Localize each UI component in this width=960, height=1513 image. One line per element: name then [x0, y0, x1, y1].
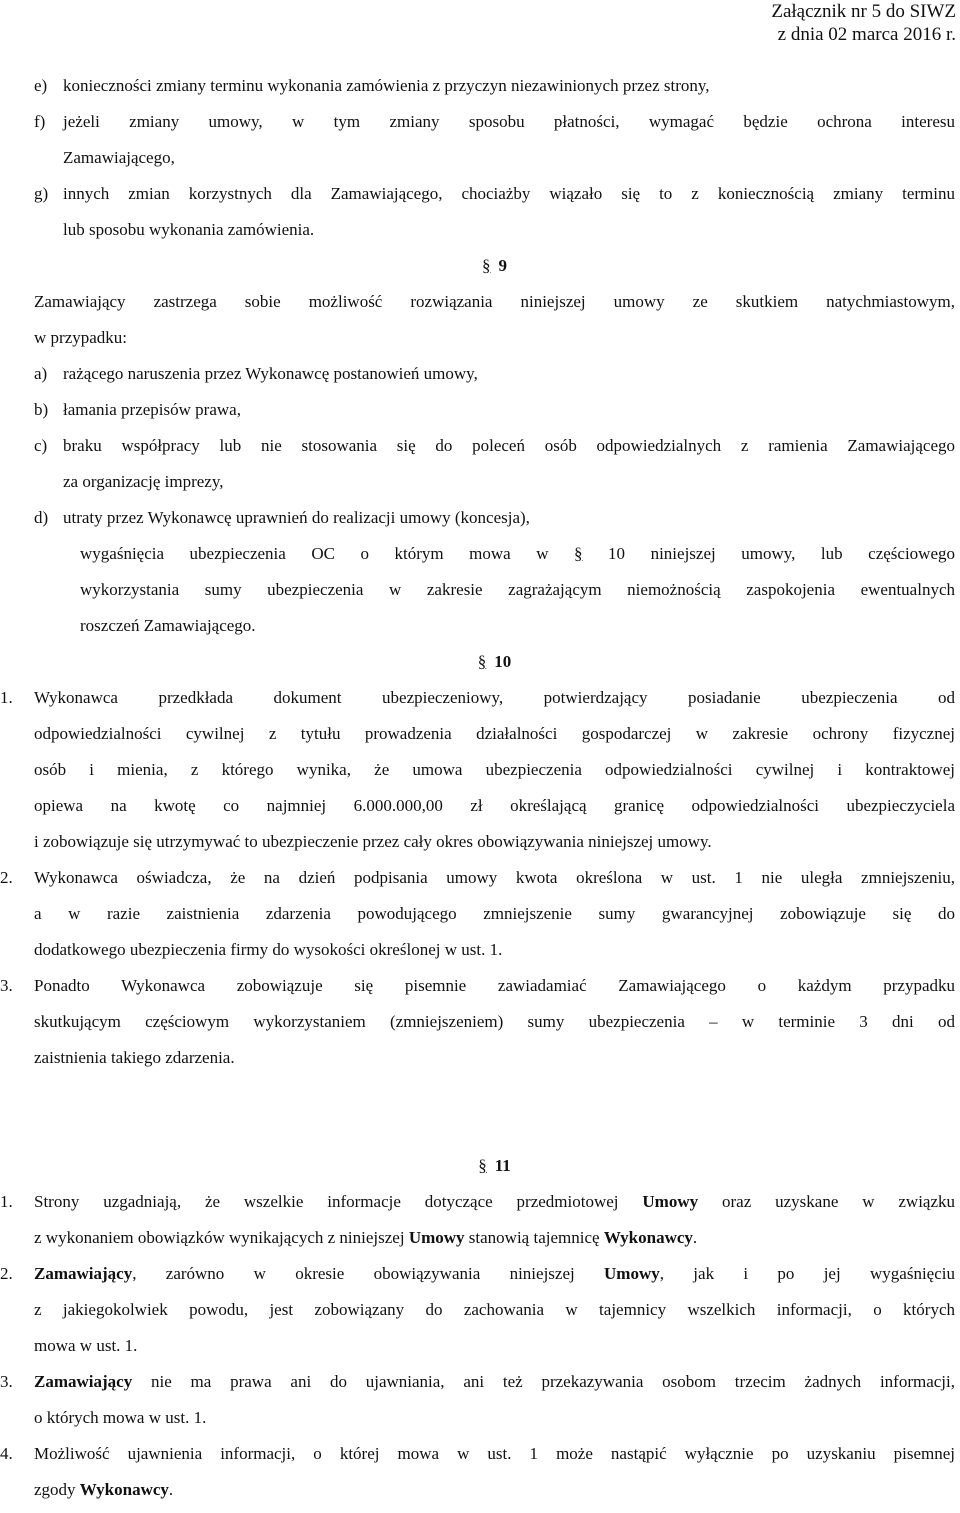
numbered-item-text: dodatkowego ubezpieczenia firmy do wysokości określonej w ust. 1. [34, 940, 503, 959]
section-number: 11 [494, 1156, 511, 1175]
numbered-item [0, 968, 955, 1076]
numbered-item-text: zgody Wykonawcy. [34, 1480, 174, 1499]
list-item [34, 104, 955, 176]
numbered-item-text: mowa w ust. 1. [34, 1336, 138, 1355]
numbered-item-text: opiewa na kwotę co najmniej 6.000.000,00 zł określającą granicę odpowiedzialności ubezpieczyciela [34, 796, 955, 815]
item-number: 2. [0, 1264, 13, 1283]
numbered-item-text: 4. Możliwość ujawnienia informacji, o której mowa w ust. 1 może nastąpić wyłącznie po uzyskaniu pisemnej [34, 1436, 955, 1472]
numbered-item [0, 1184, 956, 1256]
item-number: 2. [0, 868, 13, 887]
item-number: 1. [0, 1192, 13, 1211]
amendment-list [34, 68, 955, 248]
list-item-label: g) [34, 184, 49, 203]
list-item-text: Zamawiającego, [63, 148, 175, 167]
confidentiality-list [0, 1184, 956, 1508]
attachment-label: Załącznik nr 5 do SIWZ [771, 1, 956, 22]
section-heading-9 [34, 248, 955, 284]
numbered-item [0, 860, 955, 968]
numbered-item-text: 2. Wykonawca oświadcza, że na dzień podpisania umowy kwota określona w ust. 1 nie uległa zmniejszeniu, [34, 860, 955, 896]
section-symbol: § [478, 1156, 487, 1175]
item-number: 3. [0, 1372, 13, 1391]
numbered-item-text: o których mowa w ust. 1. [34, 1408, 207, 1427]
list-item [34, 356, 955, 392]
numbered-item-text: osób i mienia, z którego wynika, że umowa ubezpieczenia odpowiedzialności cywilnej i kontraktowej [34, 760, 955, 779]
insurance-list [0, 680, 955, 1076]
list-item-label: c) [34, 436, 48, 455]
numbered-item-text: zaistnienia takiego zdarzenia. [34, 1048, 235, 1067]
numbered-item-text: 3. Ponadto Wykonawca zobowiązuje się pisemnie zawiadamiać Zamawiającego o każdym przypadku [34, 968, 955, 1004]
item-number: 4. [0, 1444, 13, 1463]
list-item-label: b) [34, 400, 49, 419]
list-item-label: d) [34, 508, 49, 527]
numbered-item-text: 3. Zamawiający nie ma prawa ani do ujawniania, ani też przekazywania osobom trzecim żadnych informacji, [34, 1364, 955, 1400]
section-number: 10 [494, 652, 512, 671]
numbered-item-text: 1. Strony uzgadniają, że wszelkie informacje dotyczące przedmiotowej Umowy oraz uzyskane w związku [34, 1184, 955, 1220]
list-item [34, 500, 955, 536]
item-number: 3. [0, 976, 13, 995]
section-number: 9 [498, 256, 507, 275]
numbered-item-text: skutkującym częściowym wykorzystaniem (zmniejszeniem) sumy ubezpieczenia – w terminie 3 dni od [34, 1012, 955, 1031]
list-item-label: f) [34, 112, 46, 131]
numbered-item [0, 680, 955, 860]
attachment-date: z dnia 02 marca 2016 r. [777, 24, 956, 45]
list-item [34, 176, 955, 248]
list-item-text: roszczeń Zamawiającego. [80, 616, 256, 635]
numbered-item-text: 1. Wykonawca przedkłada dokument ubezpieczeniowy, potwierdzający posiadanie ubezpieczenia od [34, 680, 955, 716]
paragraph-line: Zamawiający zastrzega sobie możliwość rozwiązania niniejszej umowy ze skutkiem natychmiastowym, [34, 292, 955, 311]
list-item-text: rażącego naruszenia przez Wykonawcę postanowień umowy, [63, 364, 478, 383]
termination-list [34, 356, 955, 644]
document-header [771, 0, 956, 46]
list-item-text: za organizację imprezy, [63, 472, 224, 491]
list-item [34, 428, 955, 500]
list-item-label: a) [34, 364, 48, 383]
list-item [34, 392, 955, 428]
list-item-continuation [34, 536, 955, 644]
numbered-item [0, 1256, 955, 1364]
numbered-item-text: z jakiegokolwiek powodu, jest zobowiązany do zachowania w tajemnicy wszelkich informacji, o których [34, 1300, 955, 1319]
numbered-item-text: z wykonaniem obowiązków wynikających z niniejszej Umowy stanowią tajemnicę Wykonawcy. [34, 1228, 698, 1247]
numbered-item [0, 1436, 955, 1508]
section-symbol: § [482, 256, 491, 275]
section-heading-10 [34, 644, 955, 680]
numbered-item-text: 2. Zamawiający, zarówno w okresie obowiązywania niniejszej Umowy, jak i po jej wygaśnięciu [34, 1256, 955, 1292]
list-item-text: lub sposobu wykonania zamówienia. [63, 220, 315, 239]
numbered-item-text: odpowiedzialności cywilnej z tytułu prowadzenia działalności gospodarczej w zakresie ochrony fizycznej [34, 724, 955, 743]
numbered-item-text: i zobowiązuje się utrzymywać to ubezpieczenie przez cały okres obowiązywania niniejszej umowy. [34, 832, 712, 851]
section-symbol: § [477, 652, 487, 671]
spacer [34, 1076, 955, 1148]
list-item-text: konieczności zmiany terminu wykonania zamówienia z przyczyn niezawinionych przez strony, [63, 76, 710, 95]
list-item-text: utraty przez Wykonawcę uprawnień do realizacji umowy (koncesja), [63, 508, 530, 527]
document-body [0, 68, 956, 1508]
list-item-text: wygaśnięcia ubezpieczenia OC o którym mowa w § 10 niniejszej umowy, lub częściowego [80, 544, 956, 563]
list-item-label: e) [34, 76, 48, 95]
list-item-text: wykorzystania sumy ubezpieczenia w zakresie zagrażającym niemożnością zaspokojenia ewentualnych [80, 580, 955, 599]
list-item-text: innych zmian korzystnych dla Zamawiającego, chociażby wiązało się to z koniecznością zmiany terminu [63, 184, 955, 203]
paragraph-reference-symbol: § [574, 544, 583, 563]
paragraph-line: w przypadku: [34, 328, 128, 347]
list-item-text: braku współpracy lub nie stosowania się do poleceń osób odpowiedzialnych z ramienia Zamawiającego [63, 436, 955, 455]
list-item [34, 68, 955, 104]
list-item-text: łamania przepisów prawa, [63, 400, 241, 419]
section-heading-11 [34, 1148, 955, 1184]
item-number: 1. [0, 688, 13, 707]
list-item-text: jeżeli zmiany umowy, w tym zmiany sposobu płatności, wymagać będzie ochrona interesu [63, 112, 955, 131]
numbered-item [0, 1364, 955, 1436]
numbered-item-text: a w razie zaistnienia zdarzenia powodującego zmniejszenie sumy gwarancyjnej zobowiązuje się do [34, 904, 955, 923]
